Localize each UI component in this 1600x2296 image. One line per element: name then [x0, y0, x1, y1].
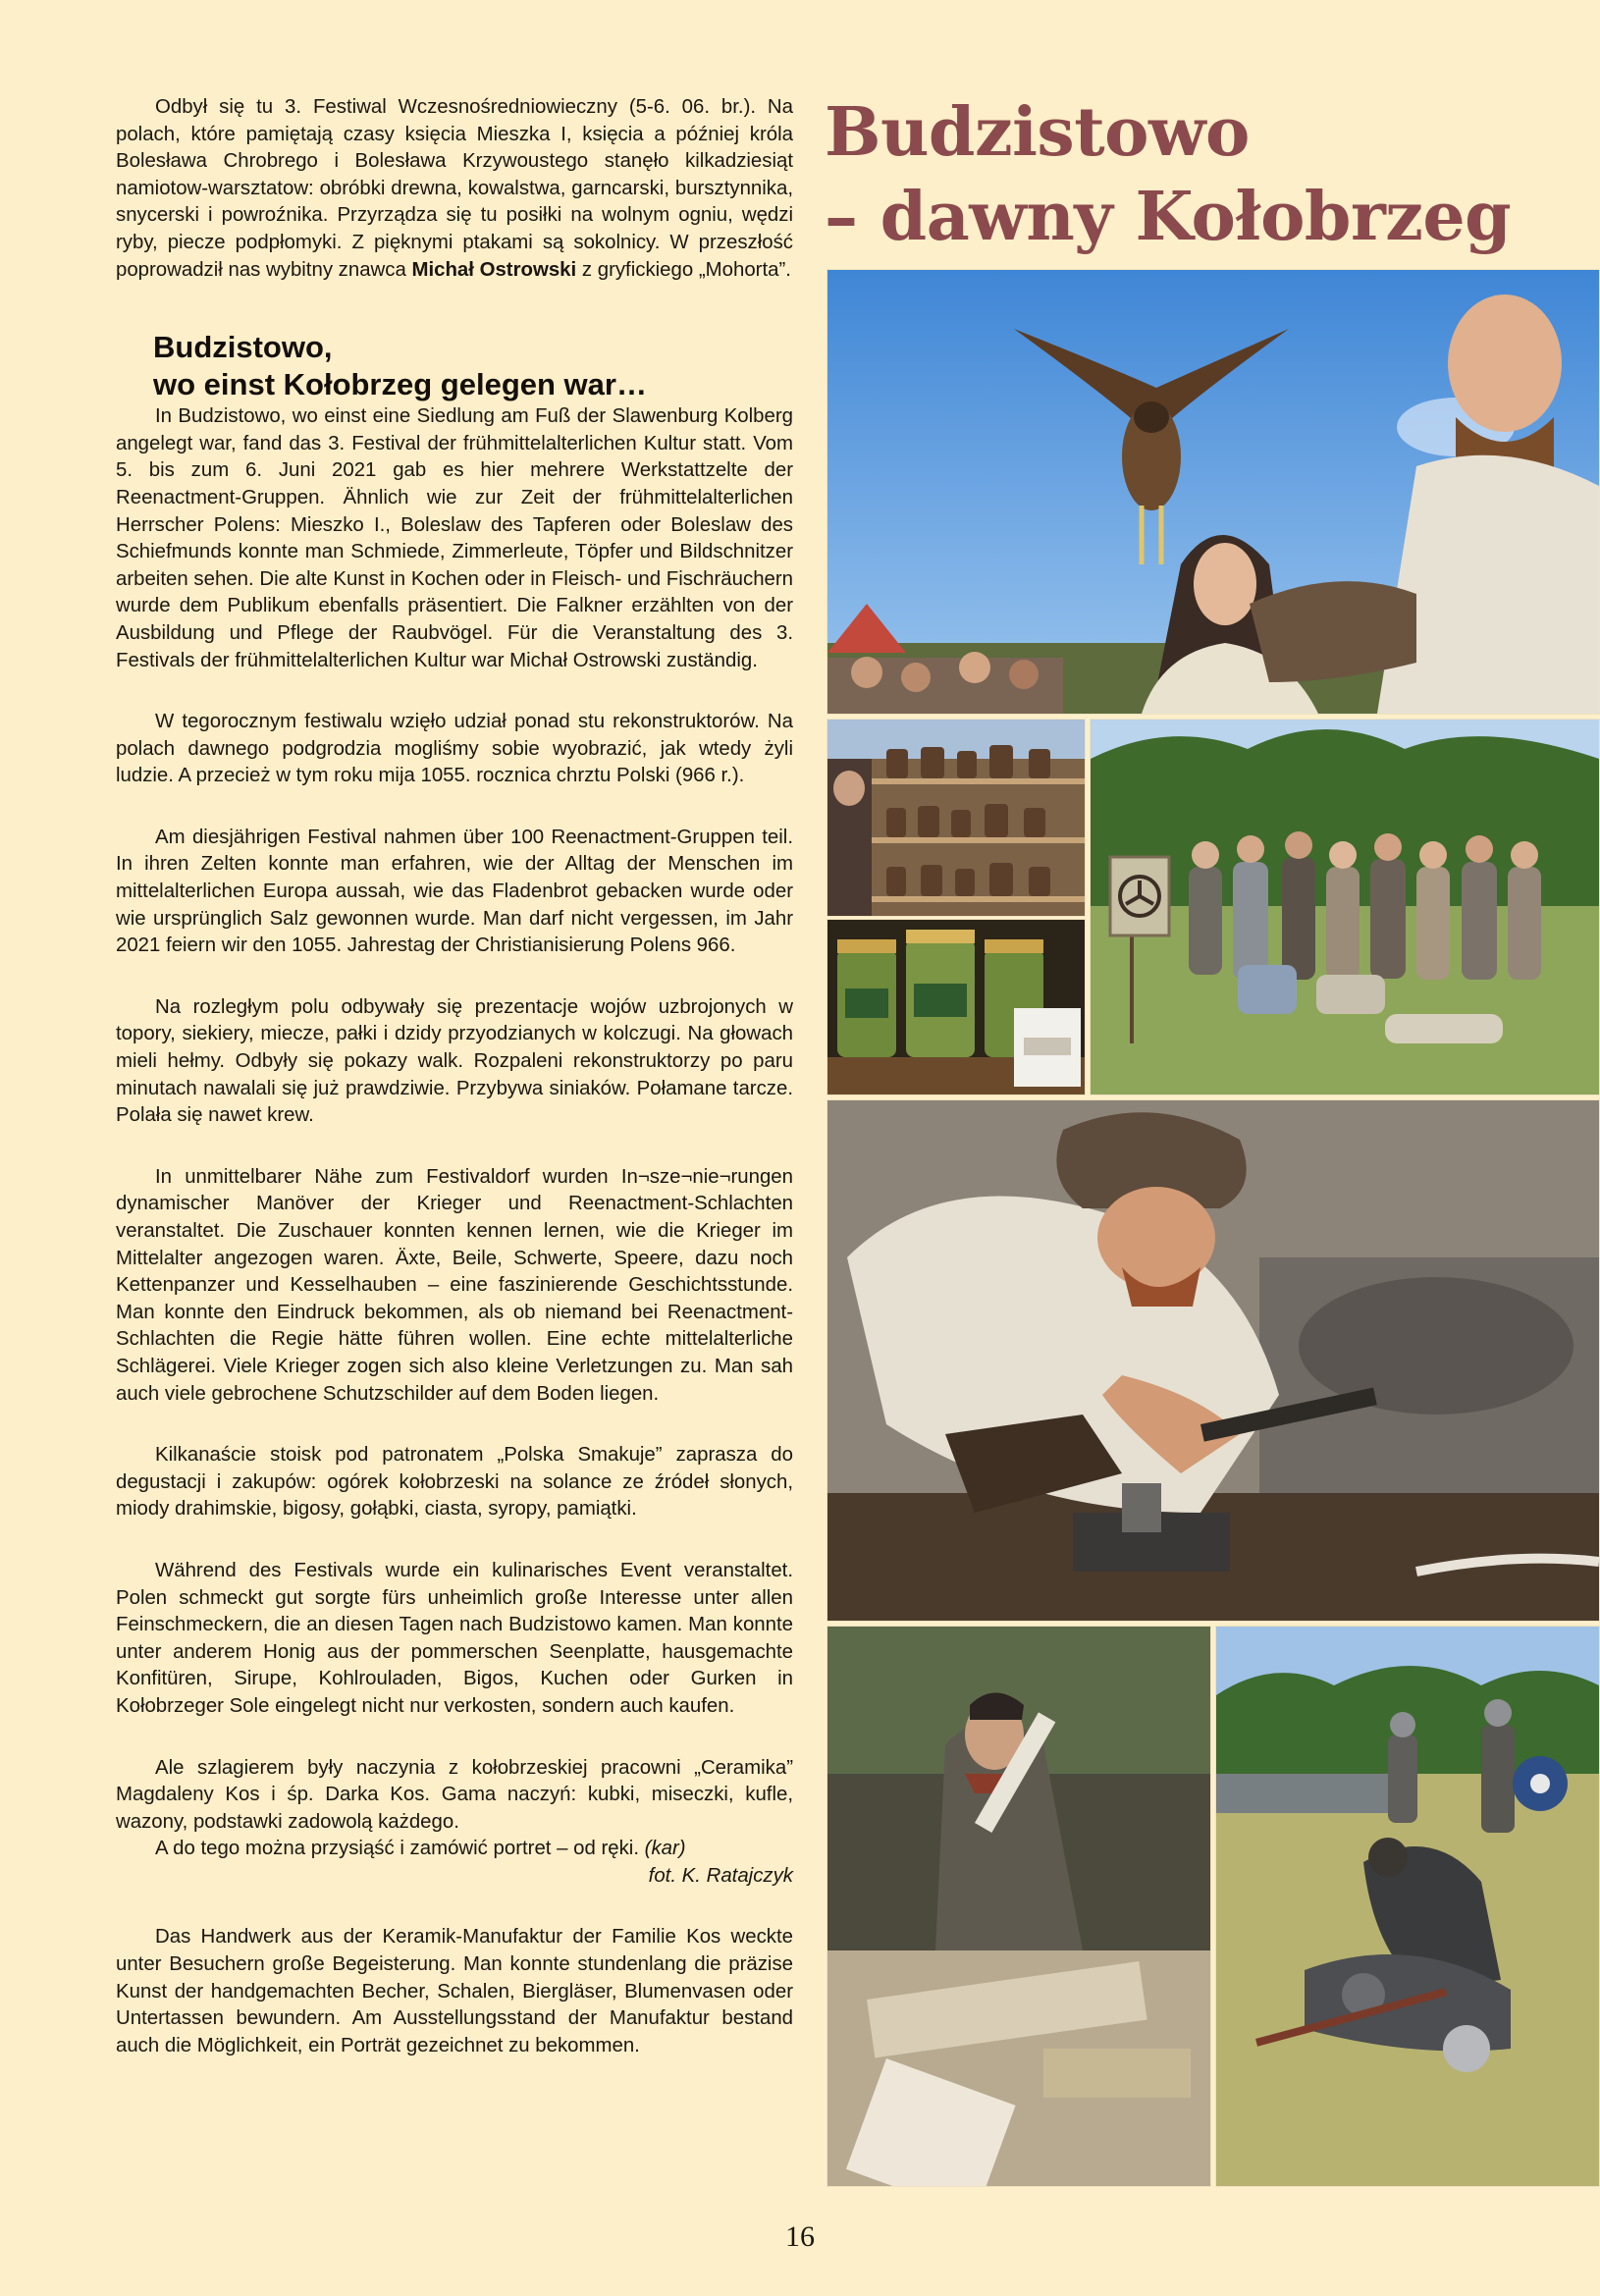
- jars-photo-illustration: [827, 920, 1085, 1095]
- paragraph-pl-food: Kilkanaście stoisk pod patronatem „Polska Smakuje” zaprasza do degustacji i zakupów: ogórek kołobrzeski na solance ze źródeł słonych, miody drahimskie, bigosy, gołąbki, ciasta, syropy, pamiątki.: [116, 1444, 793, 1521]
- blacksmith-photo-illustration: [827, 1100, 1599, 1621]
- paragraph-pl-portrait: A do tego można przysiąść i zamówić portret – od ręki. (kar): [155, 1838, 686, 1860]
- paragraph-pl-battles: Na rozległym polu odbywały się prezentacje wojów uzbrojonych w topory, siekiery, miecze, pałki i dzidy przyodzianych w kolczugi. Na głowach mieli hełmy. Odbyły się pokazy walk. Rozpaleni rekonstruktorzy po paru minutach nawalali się już prawdziwie. Przybywa siniaków. Połamane tarcze. Polała się nawet krew.: [116, 995, 793, 1127]
- photo-pottery: [827, 719, 1086, 917]
- page-number: 16: [785, 2220, 815, 2253]
- page-title-line2: – dawny Kołobrzeg: [825, 178, 1512, 256]
- photo-reenactor-group: [1090, 719, 1600, 1095]
- photo-falconer: [827, 269, 1600, 715]
- pottery-photo-illustration: [827, 720, 1085, 916]
- paragraph-pl-ceramics: Ale szlagierem były naczynia z kołobrzeskiej pracowni „Ceramika” Magdaleny Kos i śp. Darka Kos. Gama naczyń: kubki, miseczki, kufle, wazony, podstawki zadowolą każdego.: [116, 1756, 793, 1833]
- paragraph-de-reenactors: Am diesjährigen Festival nahmen über 100 Reenactment-Gruppen teil. In ihren Zelten konnte man erfahren, wie der Alltag der Menschen im mittelalterlichen Europa aussah, wie das Fladenbrot gebacken wurde oder wie ursprünglich Salz gewonnen wurde. Man darf nicht vergessen, im Jahr 2021 feiern wir den 1055. Jahrestag der Christianisierung Polens 966.: [116, 826, 793, 957]
- falconer-photo-illustration: [827, 270, 1599, 714]
- paragraph-de-ceramics: Das Handwerk aus der Keramik-Manufaktur der Familie Kos weckte unter Besuchern große Begeisterung. Man konnte stundenlang die präzise Kunst der handgemachten Becher, Schalen, Biergläser, Blumenvasen oder Untertassen bewundern. Am Ausstellungsstand der Manufaktur bestand auch die Möglichkeit, ein Porträt gezeichnet zu bekommen.: [116, 1926, 793, 2056]
- page-title-line1: Budzistowo: [825, 93, 1250, 172]
- photo-woodcarver: [827, 1626, 1211, 2187]
- author-initials: (kar): [644, 1838, 686, 1860]
- article-text-column: [116, 94, 793, 2059]
- page-title: [825, 90, 1571, 259]
- paragraph-de-intro: In Budzistowo, wo einst eine Siedlung am Fuß der Slawenburg Kolberg angelegt war, fand das 3. Festival der frühmittelalterlichen Kultur statt. Vom 5. bis zum 6. Juni 2021 gab es hier mehrere Werkstattzelte der Reenactment-Gruppen. Ähnlich wie zur Zeit der frühmittelalterlichen Herrscher Polens: Mieszko I., Boleslaw des Tapferen oder Boleslaw des Schiefmunds konnte man Schmiede, Zimmerleute, Töpfer und Bildschnitzer arbeiten sehen. Die alte Kunst in Kochen oder in Fleisch- und Fischräuchern wurde dem Publikum ebenfalls präsentiert. Die Falkner erzählten von der Ausbildung und Pflege der Raubvögel. Für die Veranstaltung des 3. Festivals der frühmittelalterlichen Kultur war Michał Ostrowski zuständig.: [116, 405, 793, 671]
- paragraph-de-food: Während des Festivals wurde ein kulinarisches Event veranstaltet. Polen schmeckt gut sorgte fürs unheimlich große Interesse unter allen Feinschmeckern, die an diesen Tagen nach Budzistowo kamen. Man konnte unter anderem Honig aus der pommerschen Seenplatte, hausgemachte Konfitüren, Sirupe, Kohlrouladen, Bigos, Kuchen oder Gurken in Kołobrzeger Sole eingelegt nicht nur verkosten, sondern auch kaufen.: [116, 1559, 793, 1717]
- photo-credit: fot. K. Ratajczyk: [648, 1864, 793, 1887]
- german-subheading-line2: wo einst Kołobrzeg gelegen war…: [153, 367, 647, 402]
- paragraph-pl-intro: Odbył się tu 3. Festiwal Wczesnośredniowieczny (5-6. 06. br.). Na polach, które pamiętają czasy księcia Mieszka I, księcia a później króla Bolesława Chrobrego i Bolesława Krzywoustego stanęło kilkadziesiąt namiotow-warsztatow: obróbki drewna, kowalstwa, garncarski, bursztynnika, snycerski i powroźnika. Przyrządza się tu posiłki na wolnym ogniu, wędzi ryby, piecze podpłomyki. Z pięknymi ptakami są sokolnicy. W przeszłość poprowadził nas wybitny znawca Michał Ostrowski z gryfickiego „Mohorta”.: [116, 96, 793, 281]
- warriors-photo-illustration: [1216, 1627, 1599, 2186]
- paragraph-pl-reenactors: W tegorocznym festiwalu wzięło udział ponad stu rekonstruktorów. Na polach dawnego podgrodzia mogliśmy sobie wyobrazić, jak wtedy żyli ludzie. A przecież w tym roku mija 1055. rocznica chrztu Polski (966 r.).: [116, 711, 793, 787]
- photo-pickle-jars: [827, 919, 1086, 1095]
- photo-warriors-fight: [1215, 1626, 1600, 2187]
- paragraph-de-battles: In unmittelbarer Nähe zum Festivaldorf wurden In¬sze¬nie¬rungen dynamischer Manöver der Krieger und Reenactment-Schlachten veranstaltet. Die Zuschauer konnten kennen lernen, wie die Krieger im Mittelalter angezogen waren. Äxte, Beile, Schwerte, Speere, dazu noch Kettenpanzer und Kesselhauben – eine faszinierende Geschichtsstunde. Man konnte den Eindruck bekommen, als ob niemand bei Reenactment-Schlachten die Regie hätte führen wollen. Eine echte mittelalterliche Schlägerei. Viele Krieger zogen sich also kleine Verletzungen zu. Man sah auch viele gebrochene Schutzschilder auf dem Boden liegen.: [116, 1165, 793, 1405]
- author-name: Michał Ostrowski: [411, 258, 577, 281]
- photo-blacksmith: [827, 1099, 1600, 1622]
- group-photo-illustration: [1091, 720, 1599, 1095]
- woodcarver-photo-illustration: [827, 1627, 1210, 2186]
- german-subheading-line1: Budzistowo,: [153, 330, 333, 365]
- german-subheading: [153, 329, 793, 403]
